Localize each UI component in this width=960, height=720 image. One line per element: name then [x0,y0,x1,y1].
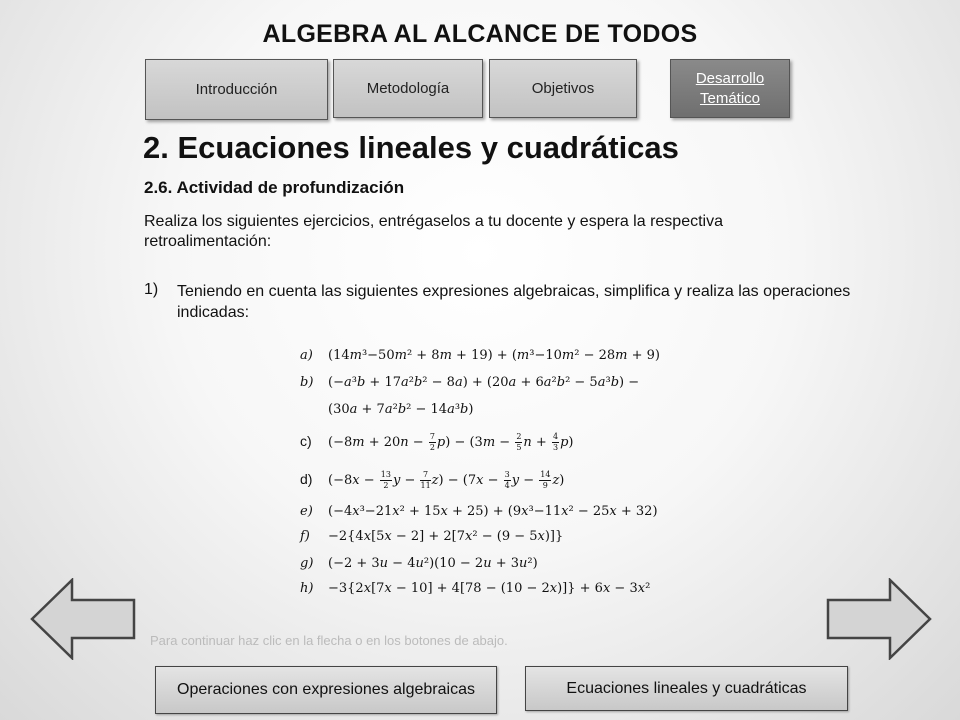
tab-objetivos[interactable] [489,59,637,118]
prev-topic-label: Operaciones con expresiones algebraicas [177,681,475,698]
item-label-a: a) [300,348,313,363]
tab-label: Metodología [366,79,450,97]
prev-topic-button[interactable] [155,666,497,714]
expression-a: a) (14m³−50m² + 8m + 19) + (m³−10m² − 28m + 9) [300,348,660,363]
item-label-h: h) [300,581,314,596]
exercise-number: 1) [144,281,159,298]
exercise-text: Teniendo en cuenta las siguientes expresiones algebraicas, simplifica y realiza las operaciones indicadas: [177,283,851,321]
next-topic-label: Ecuaciones lineales y cuadráticas [566,679,807,697]
page-title: ALGEBRA AL ALCANCE DE TODOS [262,20,698,48]
expression-d: d) (−8x − $\frac{13}{2}$ y − $\frac{7}{11}$ z) − (7x − $\frac{3}{4}$ y − $\frac{14}{9}$ z) [300,470,565,490]
expression-f: f) −2{4x[5x − 2] + 2[7x² − (9 − 5x)]} [300,529,564,544]
instructions-text: Realiza los siguientes ejercicios, entrégaselos a tu docente y espera la respectiva retroalimentación: [144,213,723,250]
item-label-d: d) [300,471,313,487]
tab-label: Objetivos [531,79,595,97]
expression-h: h) −3{2x[7x − 10] + 4[78 − (10 − 2x)]} + 6x − 3x² [300,581,651,596]
arrow-left-icon[interactable] [30,578,136,660]
tab-label: Desarrollo Temático [695,69,765,107]
item-label-f: f) [300,529,310,544]
item-label-c: c) [300,433,312,449]
tab-label: Introducción [195,80,278,98]
expression-c: c) (−8m + 20n − $\frac{7}{2}$ p) − (3m − $\frac{2}{5}$ n + $\frac{4}{3}$ p) [300,432,574,452]
expression-b: b) (−a³b + 17a²b² − 8a) + (20a + 6a²b² − 5a³b) − [300,375,640,390]
expression-e: e) (−4x³−21x² + 15x + 25) + (9x³−11x² − 25x + 32) [300,504,658,519]
tab-desarrollo-tematico[interactable] [670,59,790,118]
next-topic-button[interactable] [525,666,848,711]
expression-g: g) (−2 + 3u − 4u²)(10 − 2u + 3u²) [300,556,538,571]
section-title: 2. Ecuaciones lineales y cuadráticas [143,130,679,165]
navigation-hint: Para continuar haz clic en la flecha o en los botones de abajo. [150,633,508,648]
item-label-e: e) [300,504,313,519]
item-label-g: g) [300,556,314,571]
item-label-b: b) [300,375,314,390]
subsection-title: 2.6. Actividad de profundización [144,178,405,197]
tab-introduccion[interactable] [145,59,328,120]
expression-b-continued: (30a + 7a²b² − 14a³b) [328,402,474,417]
arrow-right-icon[interactable] [826,578,932,660]
tab-metodologia[interactable] [333,59,483,118]
